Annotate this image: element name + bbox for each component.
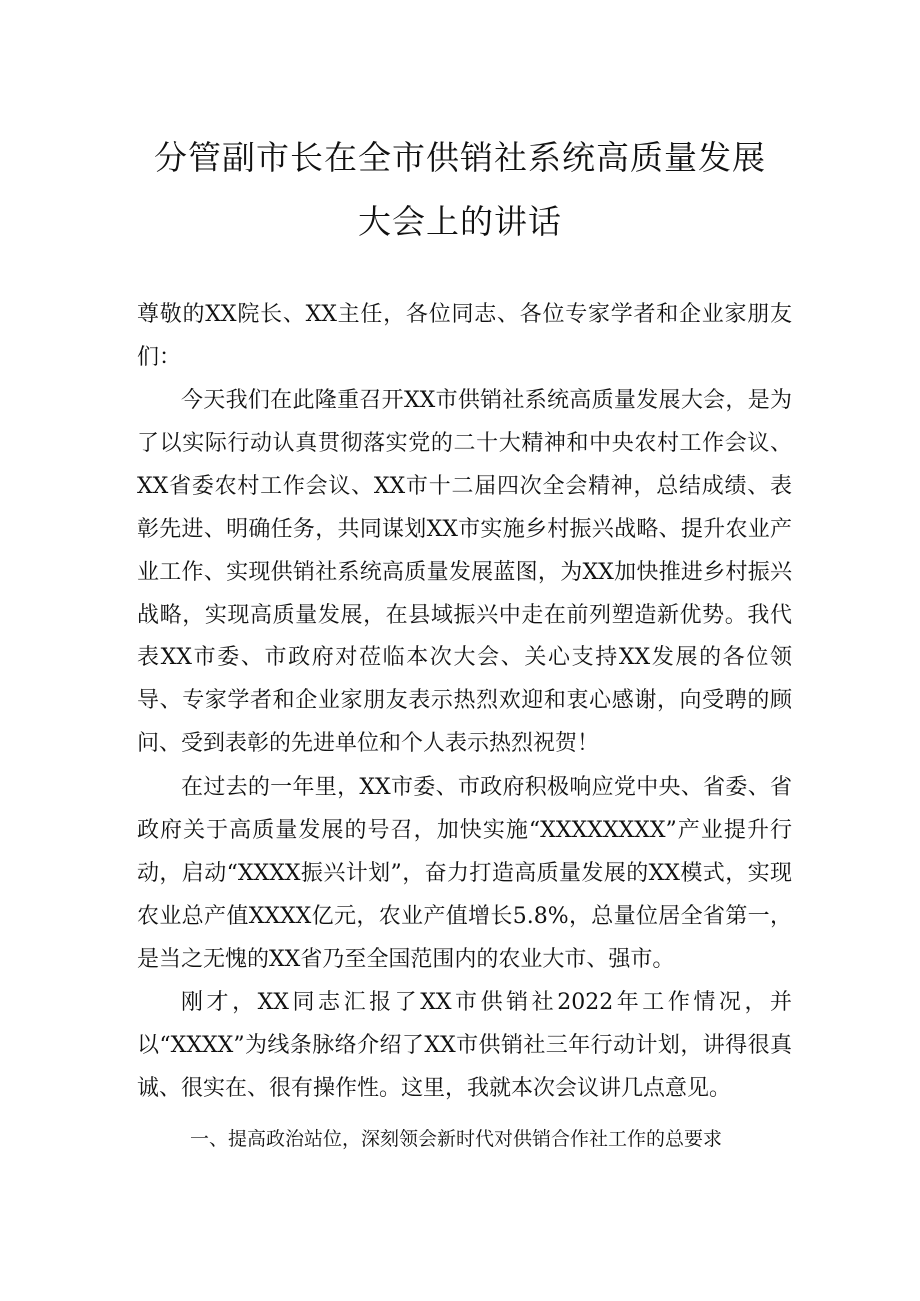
section-heading: 一、提高政治站位，深刻领会新时代对供销合作社工作的总要求 xyxy=(190,1128,723,1150)
paragraph-achievements: 在过去的一年里，XX市委、市政府积极响应党中央、省委、省政府关于高质量发展的号召，加快实施“XXXXXXXX”产业提升行动，启动“XXXX振兴计划”，奋力打造高质量发展的XX模式，实现农业总产值XXXX亿元，农业产值增长5.8%，总量位居全省第一，是当之无愧的XX省乃至全国范围内的农业大市、强市。 xyxy=(137,775,792,972)
paragraph-opening: 今天我们在此隆重召开XX市供销社系统高质量发展大会，是为了以实际行动认真贯彻落实党的二十大精神和中央农村工作会议、XX省委农村工作会议、XX市十二届四次全会精神，总结成绩、表彰先进、明确任务，共同谋划XX市实施乡村振兴战略、提升农业产业工作、实现供销社系统高质量发展蓝图，为XX加快推进乡村振兴战略，实现高质量发展，在县域振兴中走在前列塑造新优势。我代表XX市委、市政府对莅临本次大会、关心支持XX发展的各位领导、专家学者和企业家朋友表示热烈欢迎和衷心感谢，向受聘的顾问、受到表彰的先进单位和个人表示热烈祝贺！ xyxy=(137,388,792,757)
document-title-line-2: 大会上的讲话 xyxy=(358,202,562,241)
document-title-line-1: 分管副市长在全市供销社系统高质量发展 xyxy=(154,138,766,177)
paragraph-remarks: 刚才，XX同志汇报了XX市供销社2022年工作情况，并以“XXXX”为线条脉络介绍了XX市供销社三年行动计划，讲得很真诚、很实在、很有操作性。这里，我就本次会议讲几点意见。 xyxy=(137,990,792,1101)
salutation: 尊敬的XX院长、XX主任，各位同志、各位专家学者和企业家朋友们： xyxy=(137,302,792,370)
